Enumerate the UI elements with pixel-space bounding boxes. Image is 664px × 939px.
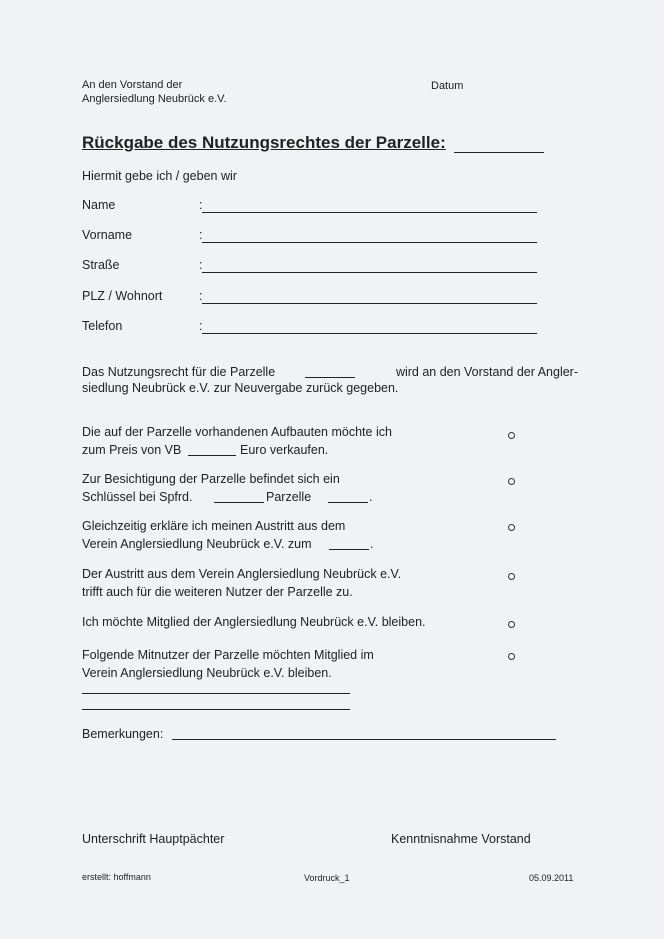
statement-line-2: siedlung Neubrück e.V. zur Neuvergabe zurück gegeben. (82, 381, 399, 395)
co-user-field-1[interactable] (82, 693, 350, 694)
option-4-line-2a: trifft auch für die weiteren Nutzer der Parzelle zu. (82, 585, 353, 599)
statement-part-2: wird an den Vorstand der Angler- (395, 365, 578, 379)
remarks-label: Bemerkungen: (82, 727, 164, 741)
footer-date: 05.09.2011 (529, 873, 574, 883)
form-title: Rückgabe des Nutzungsrechtes der Parzelle: (82, 133, 446, 152)
name-field[interactable] (202, 212, 537, 213)
option-3-line-1: Gleichzeitig erkläre ich meinen Austritt aus dem (82, 519, 346, 533)
option-3-checkbox[interactable] (508, 524, 515, 531)
key-holder-field[interactable] (214, 502, 264, 503)
option-2-line-2a: Schlüssel bei Spfrd. (82, 490, 193, 504)
exit-date-field[interactable] (329, 549, 369, 550)
option-2-checkbox[interactable] (508, 478, 515, 485)
intro-text: Hiermit gebe ich / geben wir (82, 169, 237, 183)
option-4-checkbox[interactable] (508, 573, 515, 580)
option-2-line-1: Zur Besichtigung der Parzelle befindet sich ein (82, 472, 340, 486)
option-5-line-1: Ich möchte Mitglied der Anglersiedlung Neubrück e.V. bleiben. (82, 615, 426, 629)
option-2-line-2b: Parzelle (266, 490, 312, 504)
date-label: Datum (431, 80, 464, 92)
statement-parcel-field[interactable] (305, 377, 355, 378)
field-colon: : (199, 228, 203, 242)
price-field[interactable] (188, 455, 236, 456)
field-label-telefon: Telefon (82, 319, 123, 333)
co-user-field-2[interactable] (82, 709, 350, 710)
remarks-field[interactable] (172, 739, 556, 740)
option-1-line-2a: zum Preis von VB (82, 443, 182, 457)
recipient-line-1: An den Vorstand der (82, 79, 183, 91)
option-2-period: . (369, 490, 373, 504)
option-1-line-1: Die auf der Parzelle vorhandenen Aufbauten möchte ich (82, 425, 392, 439)
statement-part-1: Das Nutzungsrecht für die Parzelle (82, 365, 276, 379)
strasse-field[interactable] (202, 272, 537, 273)
option-1-checkbox[interactable] (508, 432, 515, 439)
footer-form-id: Vordruck_1 (304, 873, 350, 883)
option-6-line-1: Folgende Mitnutzer der Parzelle möchten Mitglied im (82, 648, 374, 662)
key-holder-parcel-field[interactable] (328, 502, 368, 503)
field-label-strasse: Straße (82, 258, 120, 272)
signature-left-label: Unterschrift Hauptpächter (82, 832, 225, 846)
option-4-line-1: Der Austritt aus dem Verein Anglersiedlung Neubrück e.V. (82, 567, 402, 581)
option-3-line-2a: Verein Anglersiedlung Neubrück e.V. zum (82, 537, 312, 551)
vorname-field[interactable] (202, 242, 537, 243)
field-colon: : (199, 258, 203, 272)
option-1-line-2b: Euro verkaufen. (240, 443, 329, 457)
plz-wohnort-field[interactable] (202, 303, 537, 304)
field-label-plz-wohnort: PLZ / Wohnort (82, 289, 163, 303)
option-6-line-2a: Verein Anglersiedlung Neubrück e.V. bleiben. (82, 666, 332, 680)
option-6-checkbox[interactable] (508, 653, 515, 660)
option-5-checkbox[interactable] (508, 621, 515, 628)
title-parcel-line[interactable] (454, 152, 544, 153)
field-colon: : (199, 198, 203, 212)
field-colon: : (199, 289, 203, 303)
field-colon: : (199, 319, 203, 333)
telefon-field[interactable] (202, 333, 537, 334)
option-3-period: . (370, 537, 374, 551)
signature-right-label: Kenntnisnahme Vorstand (391, 832, 531, 846)
field-label-name: Name (82, 198, 116, 212)
footer-author: erstellt: hoffmann (82, 872, 151, 882)
field-label-vorname: Vorname (82, 228, 133, 242)
recipient-line-2: Anglersiedlung Neubrück e.V. (82, 93, 227, 105)
